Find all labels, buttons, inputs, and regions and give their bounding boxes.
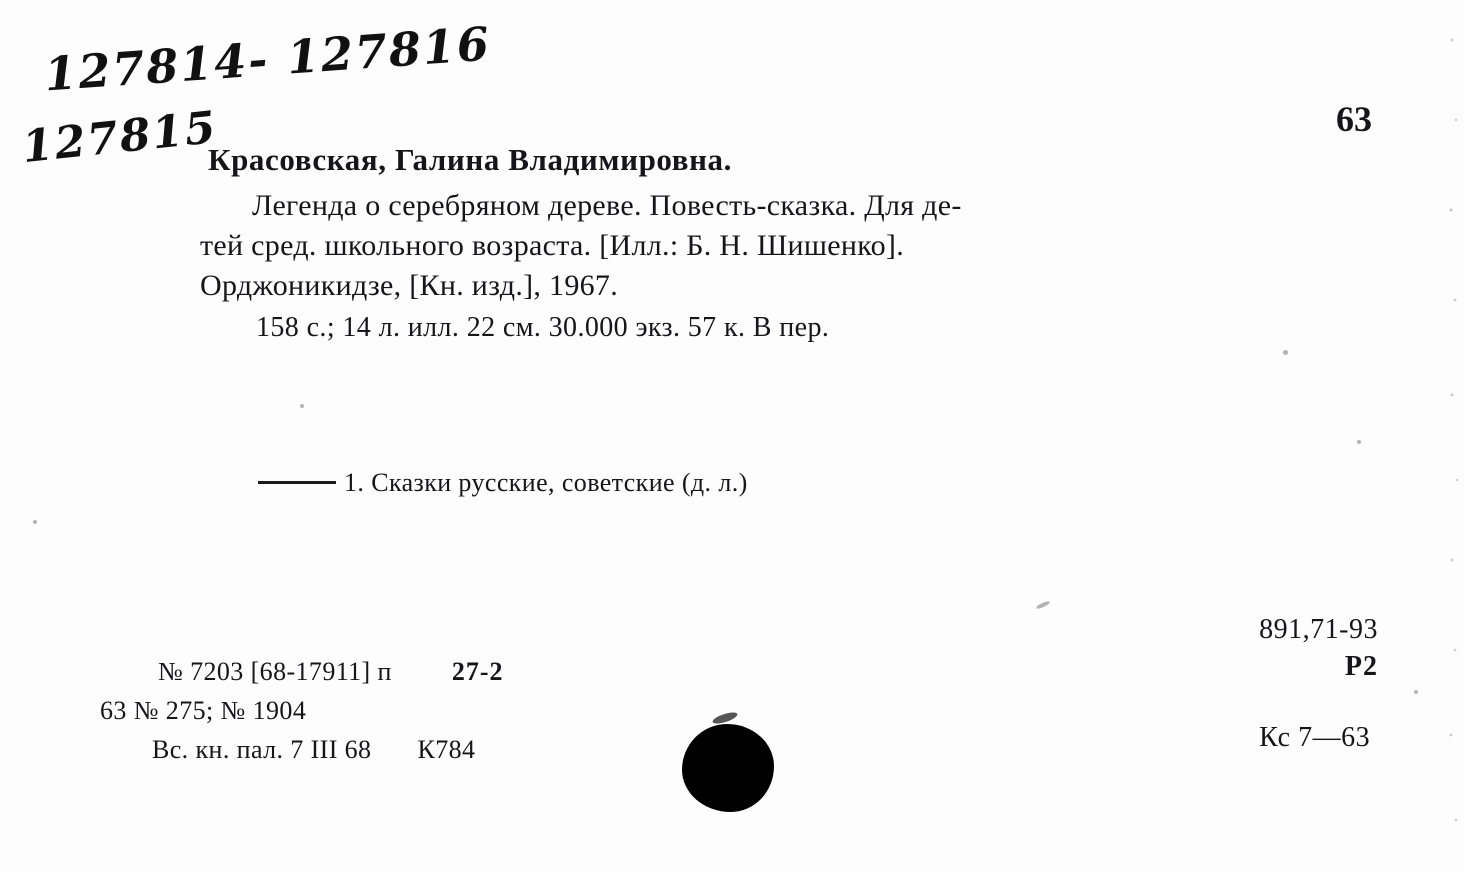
title-line-3: Орджоникидзе, [Кн. изд.], 1967.: [200, 268, 619, 302]
udk-code: 891,71-93: [1259, 614, 1378, 645]
scan-speck: [1036, 600, 1050, 610]
ks-code: Кс 7—63: [1259, 721, 1371, 753]
scan-speck: [300, 404, 304, 408]
classification-codes: [1259, 612, 1378, 757]
title-statement: [200, 186, 1380, 306]
scan-speck: [1283, 350, 1288, 355]
subject-heading-row: [258, 468, 748, 498]
ink-blot-stamp: [682, 724, 774, 812]
footer-book-chamber: Вс. кн. пал. 7 III 68: [152, 735, 372, 764]
footer-line-2: [100, 691, 504, 730]
class-code: Р2: [1344, 650, 1378, 682]
footer-line-1: [100, 652, 504, 691]
title-line-1: Легенда о серебряном дереве. Повесть-сказка. Для де-: [252, 189, 962, 222]
footer-order-number: № 7203 [68-17911] п: [158, 657, 392, 686]
card-footer: [100, 652, 504, 769]
scan-speck: [1357, 440, 1361, 444]
bibliographic-record: [200, 142, 1380, 344]
author-heading: Красовская, Галина Владимировна.: [208, 142, 732, 177]
scan-speck: [1414, 690, 1418, 694]
footer-code-27-2: 27-2: [451, 657, 504, 686]
scan-speck: [33, 520, 37, 524]
scan-noise-edge: [1446, 0, 1464, 872]
handwritten-accession-number-primary: 127814- 127816: [42, 16, 493, 102]
subject-heading-text: 1. Сказки русские, советские (д. л.): [344, 468, 748, 497]
shelf-number: 63: [1336, 99, 1372, 139]
footer-author-mark: К784: [417, 735, 476, 764]
em-dash-rule-icon: [258, 481, 336, 484]
title-line-2: тей сред. школьного возраста. [Илл.: Б. Н. Шишенко].: [200, 228, 904, 262]
footer-register-numbers: 63 № 275; № 1904: [100, 696, 307, 725]
footer-line-3: [100, 730, 504, 769]
handwritten-accession-number-secondary: 127815: [19, 101, 220, 174]
physical-description: 158 с.; 14 л. илл. 22 см. 30.000 экз. 57 к. В пер.: [256, 311, 830, 343]
